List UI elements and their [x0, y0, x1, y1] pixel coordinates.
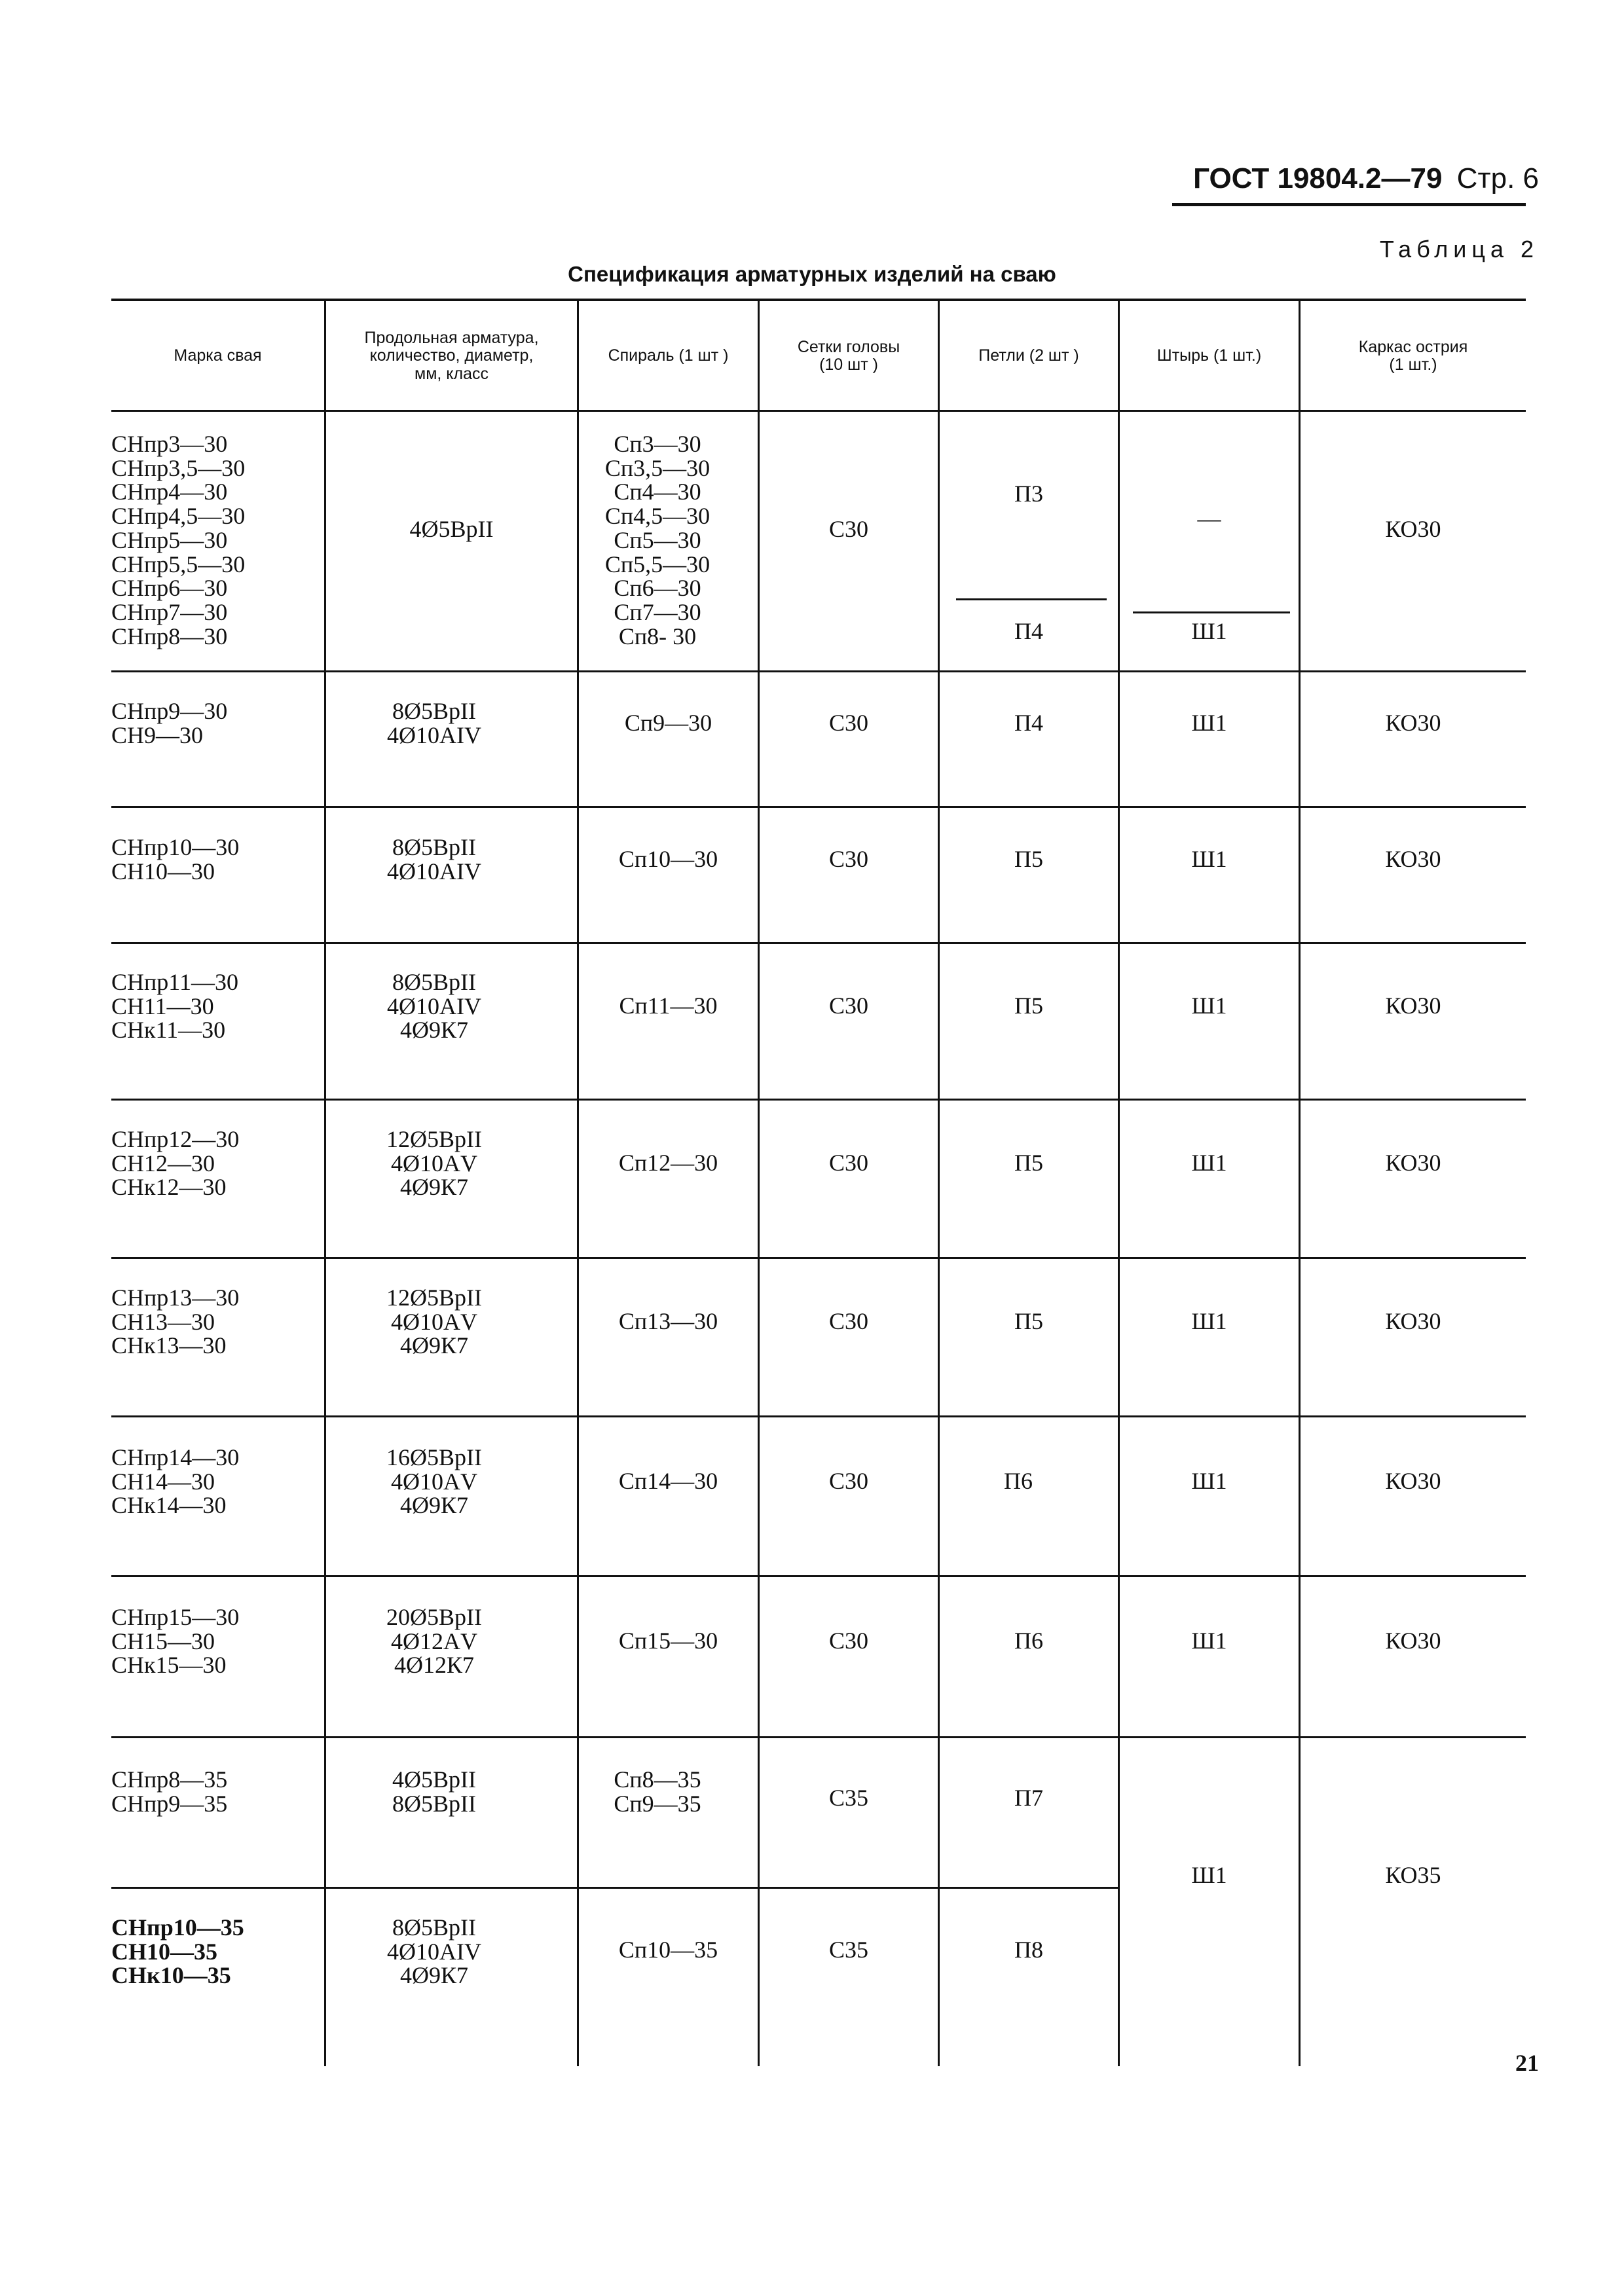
column-header-spiral: Спираль (1 шт ): [608, 346, 729, 365]
cell-spiral: Сп14—30: [618, 1468, 718, 1494]
cell-pin: Ш1: [1191, 846, 1227, 872]
pin-inner-rule: [1133, 611, 1290, 613]
document-header: [1193, 162, 1539, 195]
cell-rebar: 8Ø5ВрII 4Ø10АIV 4Ø9К7: [387, 969, 481, 1044]
col-divider: [1299, 299, 1301, 2066]
cell-loops: П7: [1014, 1785, 1043, 1811]
cell-loops: П5: [1014, 846, 1043, 872]
row-divider: [111, 806, 1526, 808]
page-number: 21: [1515, 2050, 1539, 2076]
cell-loops: П5: [1014, 1308, 1043, 1334]
cell-mark: СНпр12—30 СН12—30 СНк12—30: [111, 1126, 240, 1201]
cell-loops: П4: [1014, 618, 1043, 644]
row-divider: [111, 1257, 1526, 1259]
cell-mark: СНпр13—30 СН13—30 СНк13—30: [111, 1285, 240, 1359]
cell-frame: КО30: [1385, 1150, 1441, 1176]
cell-mark: СНпр11—30 СН11—30 СНк11—30: [111, 969, 238, 1044]
cell-rebar: 4Ø5ВрII: [409, 516, 494, 542]
cell-rebar: 12Ø5ВрII 4Ø10АV 4Ø9К7: [386, 1285, 482, 1359]
cell-mark: СНпр15—30 СН15—30 СНк15—30: [111, 1604, 240, 1679]
cell-spiral: Сп3—30 Сп3,5—30 Сп4—30 Сп4,5—30 Сп5—30 Сп5,5—30 Сп6—30 Сп7—30 Сп8- 30: [604, 431, 710, 649]
cell-frame: КО30: [1385, 710, 1441, 736]
cell-mesh: С30: [828, 1308, 868, 1334]
cell-pin: Ш1: [1191, 1468, 1227, 1494]
cell-pin: Ш1: [1191, 1150, 1227, 1176]
cell-mark: СНпр14—30 СН14—30 СНк14—30: [111, 1444, 240, 1519]
cell-pin: Ш1: [1191, 618, 1227, 644]
column-header-mark: Марка свая: [174, 346, 262, 365]
cell-frame: КО30: [1385, 1308, 1441, 1334]
specification-table: [111, 299, 1526, 2066]
column-header-pin: Штырь (1 шт.): [1156, 346, 1262, 365]
table-top-rule: [111, 299, 1526, 301]
cell-spiral: Сп10—30: [618, 846, 718, 872]
cell-frame: КО30: [1385, 846, 1441, 872]
cell-mark: СНпр8—35 СНпр9—35: [111, 1766, 228, 1817]
cell-loops: П3: [1014, 481, 1043, 507]
cell-spiral: Сп15—30: [618, 1628, 718, 1654]
row-divider: [111, 1415, 1526, 1417]
cell-mesh: С30: [828, 993, 868, 1019]
cell-mesh: С30: [828, 1150, 868, 1176]
cell-loops: П5: [1014, 1150, 1043, 1176]
cell-mark: СНпр3—30 СНпр3,5—30 СНпр4—30 СНпр4,5—30 СНпр5—30 СНпр5,5—30 СНпр6—30 СНпр7—30 СНпр8—30: [111, 431, 246, 649]
column-header-mesh: Сетки головы (10 шт ): [797, 337, 900, 374]
cell-loops: П6: [1004, 1468, 1033, 1494]
cell-frame: КО30: [1385, 1468, 1441, 1494]
cell-pin: Ш1: [1191, 710, 1227, 736]
cell-mesh: С35: [828, 1937, 868, 1963]
cell-pin: Ш1: [1191, 1308, 1227, 1334]
cell-loops: П4: [1014, 710, 1043, 736]
cell-mark: СНпр10—35 СН10—35 СНк10—35: [111, 1914, 244, 1989]
table-title: Спецификация арматурных изделий на сваю: [568, 262, 1056, 286]
table-number: Таблица 2: [1379, 236, 1539, 263]
cell-mesh: С35: [828, 1785, 868, 1811]
cell-mesh: С30: [828, 710, 868, 736]
column-header-frame: Каркас острия (1 шт.): [1358, 337, 1468, 374]
table-header-rule: [111, 410, 1526, 412]
column-header-rebar: Продольная арматура, количество, диаметр, мм, класс: [364, 328, 539, 383]
cell-mark: СНпр10—30 СН10—30: [111, 834, 240, 884]
cell-mesh: С30: [828, 1628, 868, 1654]
cell-loops: П8: [1014, 1937, 1043, 1963]
cell-spiral: Сп12—30: [618, 1150, 718, 1176]
cell-rebar: 4Ø5ВрII 8Ø5ВрII: [392, 1766, 476, 1817]
cell-pin: Ш1: [1191, 1628, 1227, 1654]
cell-mesh: С30: [828, 846, 868, 872]
cell-frame: КО30: [1385, 1628, 1441, 1654]
cell-spiral: Сп11—30: [619, 993, 718, 1019]
cell-pin: Ш1: [1191, 993, 1227, 1019]
cell-rebar: 12Ø5ВрII 4Ø10АV 4Ø9К7: [386, 1126, 482, 1201]
cell-pin: Ш1: [1191, 1862, 1227, 1888]
cell-loops: П5: [1014, 993, 1043, 1019]
cell-frame: КО30: [1385, 993, 1441, 1019]
cell-mesh: С30: [828, 516, 868, 542]
header-rule: [1172, 203, 1526, 206]
row-divider: [111, 670, 1526, 672]
cell-frame: КО35: [1385, 1862, 1441, 1888]
cell-mesh: С30: [828, 1468, 868, 1494]
row-divider: [111, 1575, 1526, 1577]
cell-rebar: 8Ø5ВрII 4Ø10АIV 4Ø9К7: [387, 1914, 481, 1989]
row-divider: [111, 942, 1526, 944]
cell-spiral: Сп13—30: [618, 1308, 718, 1334]
cell-pin: —: [1197, 505, 1221, 532]
loops-inner-rule: [956, 598, 1107, 600]
page-label: Стр. 6: [1456, 162, 1539, 194]
column-header-loops: Петли (2 шт ): [978, 346, 1079, 365]
cell-rebar: 8Ø5ВрII 4Ø10АIV: [387, 834, 481, 884]
cell-mark: СНпр9—30 СН9—30: [111, 698, 228, 748]
cell-loops: П6: [1014, 1628, 1043, 1654]
gost-number: ГОСТ 19804.2—79: [1193, 162, 1443, 194]
row-divider: [111, 1887, 1120, 1889]
cell-rebar: 20Ø5ВрII 4Ø12АV 4Ø12К7: [386, 1604, 482, 1679]
cell-frame: КО30: [1385, 516, 1441, 542]
row-divider: [111, 1736, 1526, 1738]
cell-rebar: 8Ø5ВрII 4Ø10АIV: [387, 698, 481, 748]
cell-spiral: Сп8—35 Сп9—35: [614, 1766, 701, 1817]
col-divider: [1118, 299, 1120, 2066]
cell-rebar: 16Ø5ВрII 4Ø10АV 4Ø9К7: [386, 1444, 482, 1519]
cell-spiral: Сп10—35: [618, 1937, 718, 1963]
cell-spiral: Сп9—30: [624, 710, 712, 736]
row-divider: [111, 1099, 1526, 1101]
